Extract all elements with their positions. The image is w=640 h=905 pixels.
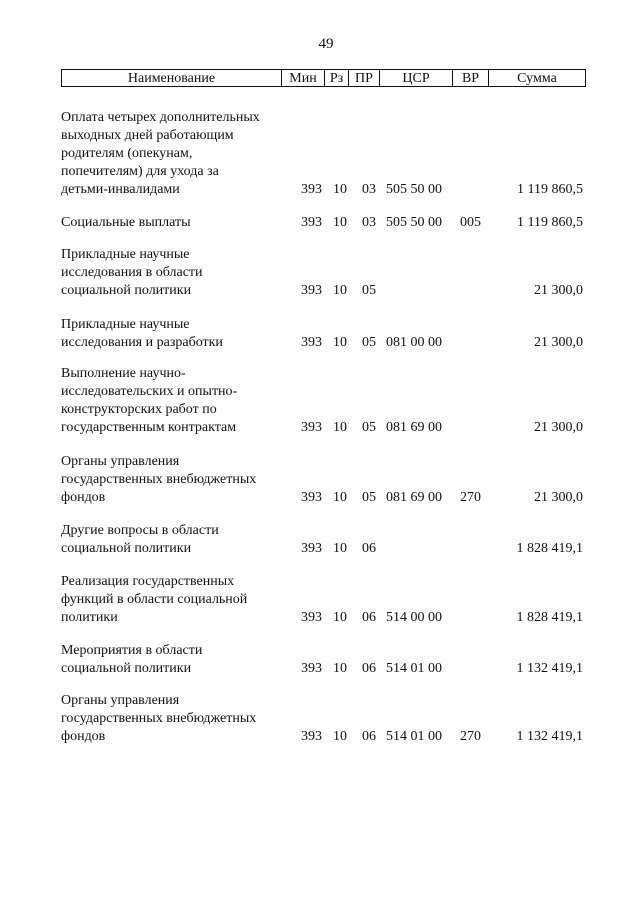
cell-csr: 081 00 00 [386,335,442,350]
table-row [0,214,640,232]
row-name-line: фондов [61,490,106,505]
cell-csr: 081 69 00 [386,490,442,505]
row-name-line: фондов [61,729,106,744]
table-row [0,453,640,507]
row-name-line: Органы управления [61,454,180,469]
header-csr: ЦСР [380,70,453,86]
row-name-line: конструкторских работ по [61,402,217,417]
row-name-line: Мероприятия в области [61,643,203,658]
cell-pr: 05 [362,283,376,298]
row-name-line: социальной политики [61,661,192,676]
table-row [0,522,640,558]
row-name-line: исследования в области [61,265,203,280]
cell-sum: 21 300,0 [534,283,583,298]
cell-rz: 10 [333,661,347,676]
cell-min: 393 [301,420,322,435]
table-row [0,573,640,627]
cell-min: 393 [301,490,322,505]
row-name-line: функций в области социальной [61,592,248,607]
cell-min: 393 [301,610,322,625]
cell-min: 393 [301,283,322,298]
row-name-line: Органы управления [61,693,180,708]
cell-rz: 10 [333,610,347,625]
cell-sum: 21 300,0 [534,490,583,505]
cell-csr: 081 69 00 [386,420,442,435]
cell-rz: 10 [333,283,347,298]
cell-sum: 21 300,0 [534,420,583,435]
row-name-line: выходных дней работающим [61,128,234,143]
header-rz: Рз [325,70,349,86]
row-name-line: социальной политики [61,541,192,556]
cell-sum: 1 119 860,5 [517,215,583,230]
cell-csr: 514 01 00 [386,661,442,676]
cell-sum: 1 132 419,1 [516,661,583,676]
cell-sum: 1 119 860,5 [517,182,583,197]
header-min: Мин [282,70,325,86]
cell-rz: 10 [333,182,347,197]
row-name-line: Реализация государственных [61,574,235,589]
cell-sum: 1 828 419,1 [516,610,583,625]
cell-sum: 21 300,0 [534,335,583,350]
row-name-line: попечителям) для ухода за [61,164,219,179]
row-name-line: государственным контрактам [61,420,237,435]
cell-rz: 10 [333,215,347,230]
cell-rz: 10 [333,420,347,435]
cell-sum: 1 828 419,1 [516,541,583,556]
cell-min: 393 [301,182,322,197]
cell-rz: 10 [333,335,347,350]
table-row [0,109,640,199]
cell-min: 393 [301,661,322,676]
table-header [61,69,586,87]
row-name-line: исследования и разработки [61,335,223,350]
page-number: 49 [318,36,334,52]
row-name-line: Другие вопросы в области [61,523,219,538]
cell-rz: 10 [333,541,347,556]
row-name [61,573,286,627]
cell-csr: 514 01 00 [386,729,442,744]
row-name-line: Выполнение научно- [61,366,186,381]
row-name [61,453,286,507]
cell-csr: 505 50 00 [386,215,442,230]
row-name [61,522,286,558]
row-name-line: государственных внебюджетных [61,711,257,726]
cell-pr: 06 [362,541,376,556]
row-name-line: Прикладные научные [61,317,190,332]
cell-vr: 005 [460,215,481,230]
cell-pr: 06 [362,729,376,744]
cell-rz: 10 [333,490,347,505]
cell-sum: 1 132 419,1 [516,729,583,744]
cell-rz: 10 [333,729,347,744]
row-name [61,246,286,300]
row-name-line: государственных внебюджетных [61,472,257,487]
cell-min: 393 [301,215,322,230]
cell-min: 393 [301,541,322,556]
row-name-line: Прикладные научные [61,247,190,262]
header-vr: ВР [453,70,489,86]
cell-min: 393 [301,729,322,744]
table-row [0,642,640,678]
row-name-line: Оплата четырех дополнительных [61,110,260,125]
header-name: Наименование [62,70,282,86]
cell-pr: 06 [362,610,376,625]
cell-min: 393 [301,335,322,350]
header-pr: ПР [349,70,380,86]
table-row [0,246,640,300]
cell-pr: 05 [362,335,376,350]
cell-csr: 505 50 00 [386,182,442,197]
cell-pr: 05 [362,420,376,435]
cell-vr: 270 [460,729,481,744]
row-name-line: детьми-инвалидами [61,182,180,197]
cell-pr: 03 [362,182,376,197]
row-name-line: политики [61,610,118,625]
row-name [61,109,286,199]
cell-pr: 06 [362,661,376,676]
cell-csr: 514 00 00 [386,610,442,625]
table-row [0,365,640,437]
row-name [61,642,286,678]
row-name [61,316,286,352]
cell-pr: 03 [362,215,376,230]
row-name [61,365,286,437]
row-name-line: социальной политики [61,283,192,298]
row-name-line: родителям (опекунам, [61,146,193,161]
table-row [0,692,640,746]
row-name [61,692,286,746]
row-name-line: исследовательских и опытно- [61,384,238,399]
header-sum: Сумма [517,71,557,86]
cell-pr: 05 [362,490,376,505]
cell-vr: 270 [460,490,481,505]
row-name-line: Социальные выплаты [61,215,191,230]
row-name [61,214,286,232]
table-row [0,316,640,352]
